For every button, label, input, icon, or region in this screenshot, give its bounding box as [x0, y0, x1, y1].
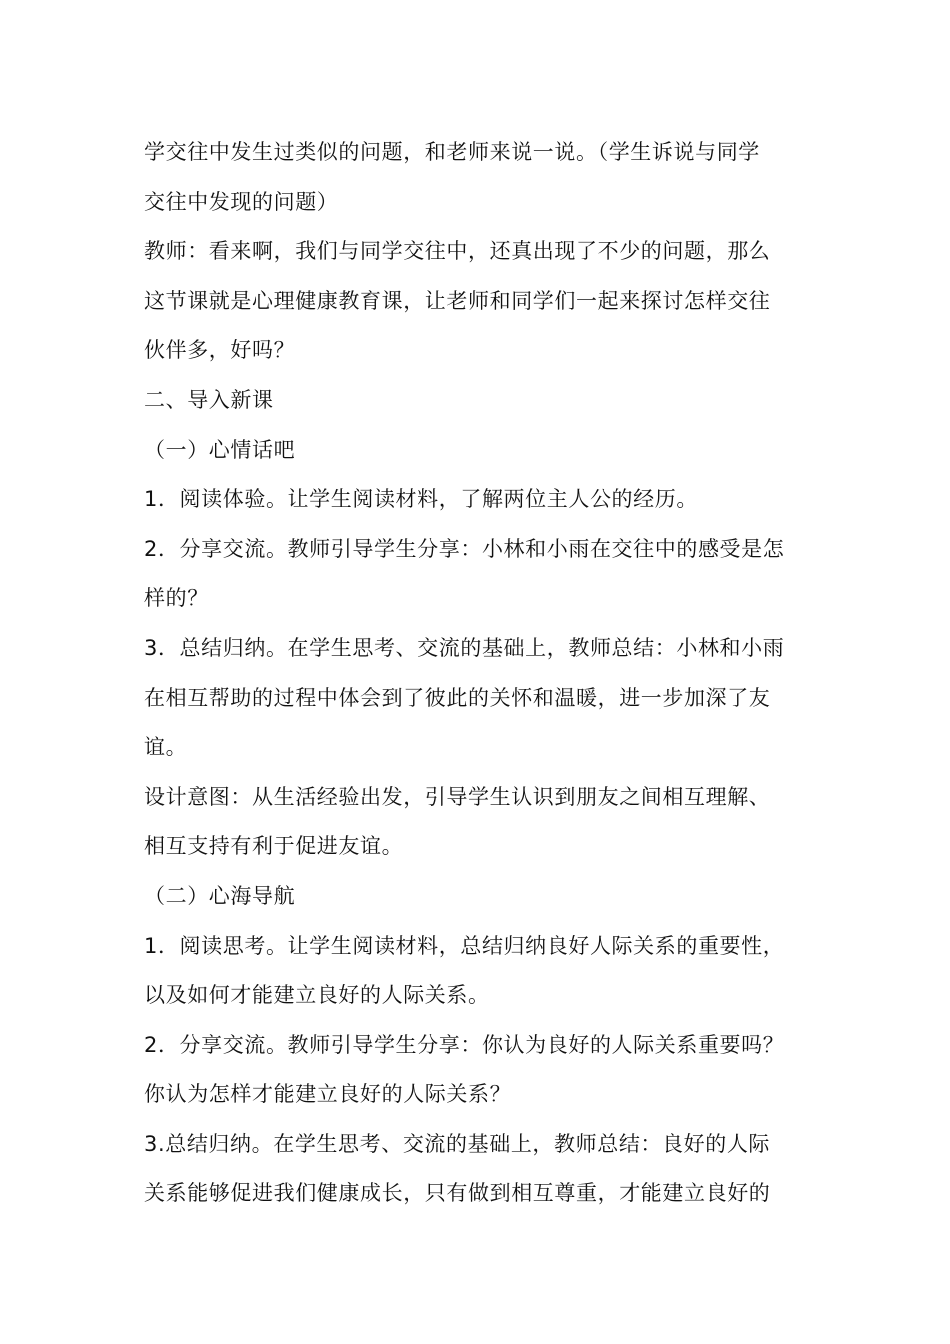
text-line: 以及如何才能建立良好的人际关系。 [144, 983, 490, 1008]
text-line: 设计意图：从生活经验出发，引导学生认识到朋友之间相互理解、 [144, 784, 771, 809]
text-line: 相互支持有利于促进友谊。 [144, 834, 404, 859]
text-line: 教师：看来啊，我们与同学交往中，还真出现了不少的问题，那么 [144, 239, 771, 264]
text-line: 在相互帮助的过程中体会到了彼此的关怀和温暖，进一步加深了友 [144, 685, 771, 710]
text-line: 样的？ [144, 586, 209, 611]
section-heading: 二、导入新课 [144, 387, 274, 412]
text-line: 学交往中发生过类似的问题，和老师来说一说。（学生诉说与同学 [144, 140, 760, 164]
text-line: 2．分享交流。教师引导学生分享：你认为良好的人际关系重要吗？ [144, 1032, 785, 1057]
text-line: 1．阅读思考。让学生阅读材料，总结归纳良好人际关系的重要性， [144, 933, 785, 958]
subsection-heading: （二）心海导航 [144, 883, 296, 908]
text-line: 谊。 [144, 735, 188, 760]
subsection-heading: （一）心情话吧 [144, 437, 296, 462]
text-line: 关系能够促进我们健康成长，只有做到相互尊重，才能建立良好的 [144, 1181, 771, 1206]
text-line: 交往中发现的问题） [144, 189, 339, 214]
text-line: 3．总结归纳。在学生思考、交流的基础上，教师总结：小林和小雨 [144, 635, 785, 660]
text-line: 你认为怎样才能建立良好的人际关系？ [144, 1082, 512, 1107]
text-line: 1．阅读体验。让学生阅读材料，了解两位主人公的经历。 [144, 487, 698, 512]
text-line: 伙伴多，好吗？ [144, 338, 296, 363]
text-line: 这节课就是心理健康教育课，让老师和同学们一起来探讨怎样交往 [144, 288, 771, 313]
text-line: 3.总结归纳。在学生思考、交流的基础上，教师总结：良好的人际 [144, 1131, 771, 1156]
document-body [144, 128, 814, 1219]
text-line: 2．分享交流。教师引导学生分享：小林和小雨在交往中的感受是怎 [144, 536, 785, 561]
